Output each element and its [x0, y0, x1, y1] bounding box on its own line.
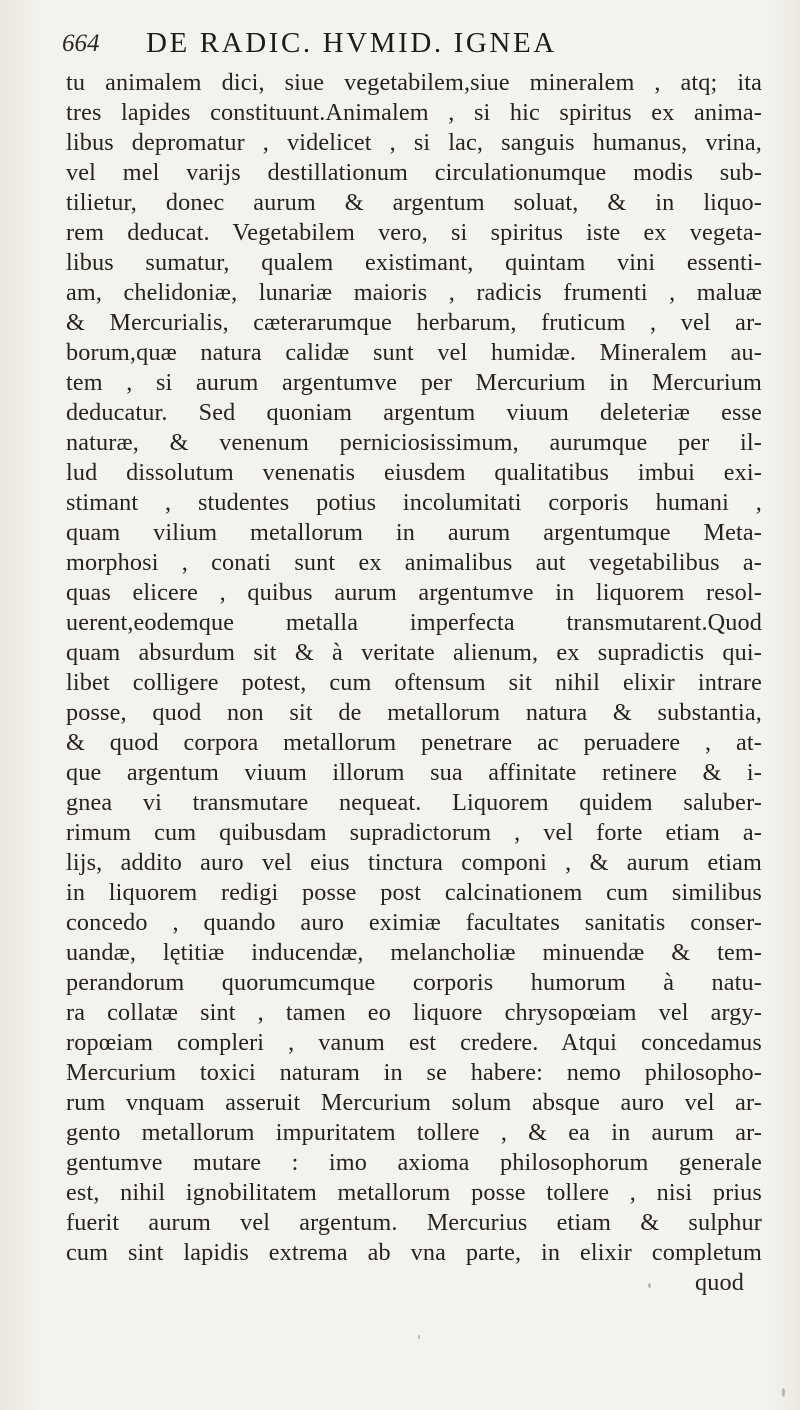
text-line: vel mel varijs destillationum circulationumque modis sub- — [66, 159, 762, 186]
paper-speck — [648, 1283, 651, 1288]
text-line: ropœiam compleri , vanum est credere. Atqui concedamus — [66, 1029, 762, 1056]
text-line: fuerit aurum vel argentum. Mercurius etiam & sulphur — [66, 1209, 762, 1236]
text-line: quam vilium metallorum in aurum argentumque Meta- — [66, 519, 762, 546]
text-line: in liquorem redigi posse post calcinationem cum similibus — [66, 879, 762, 906]
text-line: tu animalem dici, siue vegetabilem,siue mineralem , atq; ita — [66, 69, 762, 96]
text-line: quam absurdum sit & à veritate alienum, ex supradictis qui- — [66, 639, 762, 666]
text-line: rimum cum quibusdam supradictorum , vel forte etiam a- — [66, 819, 762, 846]
text-line: rum vnquam asseruit Mercurium solum absque auro vel ar- — [66, 1089, 762, 1116]
text-line: borum,quæ natura calidæ sunt vel humidæ. Mineralem au- — [66, 339, 762, 366]
paper-speck — [782, 1388, 785, 1397]
text-line: gnea vi transmutare nequeat. Liquorem quidem saluber- — [66, 789, 762, 816]
text-line: tilietur, donec aurum & argentum soluat, & in liquo- — [66, 189, 762, 216]
page-header — [62, 22, 762, 72]
text-line: stimant , studentes potius incolumitati corporis humani , — [66, 489, 762, 516]
text-line: am, chelidoniæ, lunariæ maioris , radicis frumenti , maluæ — [66, 279, 762, 306]
text-line: tem , si aurum argentumve per Mercurium in Mercurium — [66, 369, 762, 396]
text-line: que argentum viuum illorum sua affinitate retinere & i- — [66, 759, 762, 786]
text-line: ra collatæ sint , tamen eo liquore chrysopœiam vel argy- — [66, 999, 762, 1026]
text-line: uerent,eodemque metalla imperfecta transmutarent.Quod — [66, 609, 762, 636]
catchword: quod — [695, 1269, 744, 1296]
body-text — [66, 68, 762, 1298]
text-line: est, nihil ignobilitatem metallorum posse tollere , nisi prius — [66, 1179, 762, 1206]
text-line: lud dissolutum venenatis eiusdem qualitatibus imbui exi- — [66, 459, 762, 486]
text-line: gento metallorum impuritatem tollere , & ea in aurum ar- — [66, 1119, 762, 1146]
text-line: rem deducat. Vegetabilem vero, si spiritus iste ex vegeta- — [66, 219, 762, 246]
text-line: & quod corpora metallorum penetrare ac peruadere , at- — [66, 729, 762, 756]
text-line: uandæ, lętitiæ inducendæ, melancholiæ minuendæ & tem- — [66, 939, 762, 966]
page-number: 664 — [62, 30, 100, 57]
text-line: Mercurium toxici naturam in se habere: nemo philosopho- — [66, 1059, 762, 1086]
text-line: tres lapides constituunt.Animalem , si hic spiritus ex anima- — [66, 99, 762, 126]
text-line: quas elicere , quibus aurum argentumve in liquorem resol- — [66, 579, 762, 606]
text-line: gentumve mutare : imo axioma philosophorum generale — [66, 1149, 762, 1176]
text-line: concedo , quando auro eximiæ facultates sanitatis conser- — [66, 909, 762, 936]
text-line: & Mercurialis, cæterarumque herbarum, fruticum , vel ar- — [66, 309, 762, 336]
text-line: morphosi , conati sunt ex animalibus aut vegetabilibus a- — [66, 549, 762, 576]
text-line: libus sumatur, qualem existimant, quintam vini essenti- — [66, 249, 762, 276]
text-line: cum sint lapidis extrema ab vna parte, in elixir completum — [66, 1239, 762, 1266]
text-line: posse, quod non sit de metallorum natura & substantia, — [66, 699, 762, 726]
text-line: libus depromatur , videlicet , si lac, sanguis humanus, vrina, — [66, 129, 762, 156]
text-line: naturæ, & venenum perniciosissimum, aurumque per il- — [66, 429, 762, 456]
text-line: libet colligere potest, cum oftensum sit nihil elixir intrare — [66, 669, 762, 696]
text-line: perandorum quorumcumque corporis humorum à natu- — [66, 969, 762, 996]
running-head: DE RADIC. HVMID. IGNEA — [146, 27, 557, 59]
paper-speck — [418, 1335, 420, 1339]
text-line: deducatur. Sed quoniam argentum viuum deleteriæ esse — [66, 399, 762, 426]
text-line: lijs, addito auro vel eius tinctura componi , & aurum etiam — [66, 849, 762, 876]
